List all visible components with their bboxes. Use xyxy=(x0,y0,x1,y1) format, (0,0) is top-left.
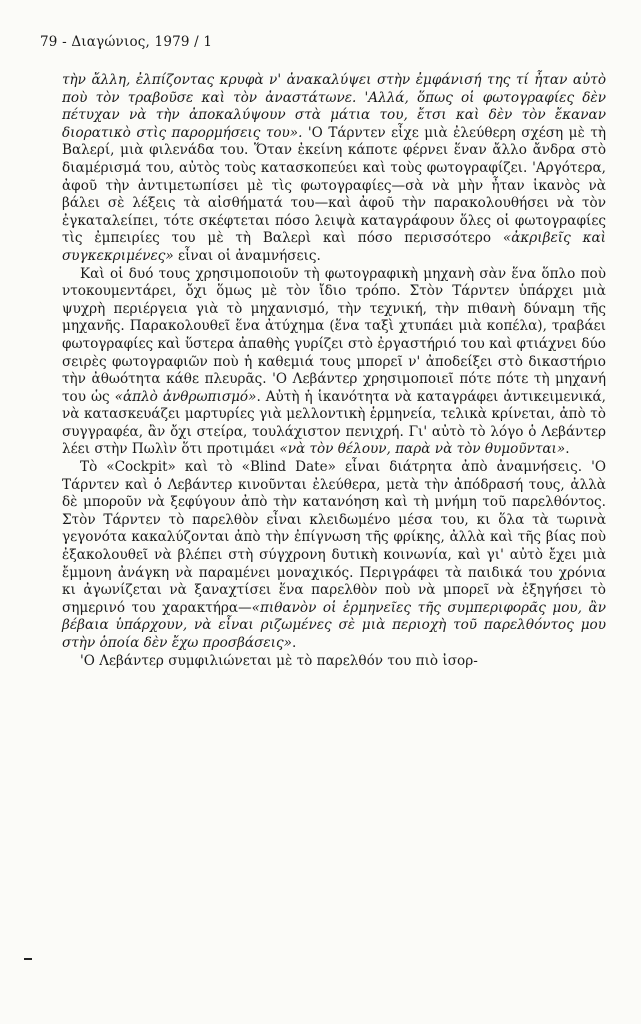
margin-mark xyxy=(24,958,32,960)
text-segment: 'Ο Λεβάντερ συμφιλιώνεται μὲ τὸ παρελθόν του πιὸ ἰσορ- xyxy=(80,652,478,669)
running-head: 79 - Διαγώνιος, 1979 / 1 xyxy=(40,34,213,50)
text-segment: . xyxy=(565,441,570,458)
paragraph xyxy=(62,266,606,460)
text-segment: Καὶ οἱ δυό τους χρησιμοποιοῦν τὴ φωτογραφικὴ μηχανὴ σὰν ἕνα ὅπλο ποὺ ντοκουμεντάρει, ὄχι ὅμως μὲ τὸν ἴδιο τρόπο. Στὸν Τάρντεν ὑπάρχει μιὰ ψυχρὴ περιέργεια γιὰ τὸ μηχανισμό, τὴν τεχνική, τὴν πιθανὴ δύναμη τῆς μηχανῆς. Παρακολουθεῖ ἕνα ἀτύχημα (ἕνα ταξὶ χτυπάει μιὰ κοπέλα), τραβάει φωτογραφίες καὶ ὕστερα ἀπαθὴς γυρίζει στὸ ἐργαστήριό του καὶ φτιάχνει δύο σειρὲς φωτογραφιῶν ποὺ ἡ καθεμιά τους μπορεῖ ν' ἀποδείξει στὸ δικαστήριο τὴν ἀθωότητα κάθε πλευρᾶς. 'Ο Λεβάντερ χρησιμοποιεῖ πότε πότε τὴ μηχανή του ὡς xyxy=(62,265,606,405)
text-body xyxy=(62,72,606,670)
text-segment: εἶναι οἱ ἀναμνήσεις. xyxy=(173,247,321,264)
text-segment: . xyxy=(291,635,297,651)
italic-segment: «ἀκριβεῖς καὶ συγκεκριμένες» xyxy=(62,230,607,264)
paragraph xyxy=(62,72,606,266)
italic-segment: «ἁπλὸ ἀνθρωπισμό» xyxy=(114,388,257,405)
italic-segment: «νὰ τὸν θέλουν, παρὰ νὰ τὸν θυμοῦνται» xyxy=(279,441,566,458)
text-segment: Τὸ «Cockpit» καὶ τὸ «Blind Date» εἶναι διάτρητα ἀπὸ ἀναμνήσεις. 'Ο Τάρντεν καὶ ὁ Λεβάντερ κινοῦνται ἐλεύθερα, μετὰ τὴν ἀπόδρασή τους, ἀλλὰ δὲ μποροῦν νὰ ξεφύγουν ἀπὸ τὴν κατανόηση καὶ τὴ μνήμη τοῦ παρελθόντος. Στὸν Τάρντεν τὸ παρελθὸν εἶναι κλειδωμένο μέσα του, κι ὅλα τὰ τωρινὰ γεγονότα κακαλύζονται ἀπὸ τὴν ἐπίγνωση τῆς φρίκης, ἀλλὰ καὶ τῆς βίας ποὺ ἐξακολουθεῖ νὰ βλέπει στὴ σύγχρονη δυτικὴ κοινωνία, καὶ γι' αὐτὸ ἔχει μιὰ ἔμμονη ἀνάγκη νὰ παραμένει μοναχικός. Περιγράφει τὰ παιδικά του χρόνια κι ἀγωνίζεται νὰ ξαναχτίσει ἕνα παρελθὸν ποὺ νὰ μπορεῖ νὰ ἐξηγήσει τὸ σημερινό του χαρακτήρα— xyxy=(62,459,606,616)
italic-segment: τὴν ἄλλη, ἐλπίζοντας κρυφὰ ν' ἀνακαλύψει στὴν ἐμφάνισή της τί ἦταν αὐτὸ ποὺ τὸν τραβοῦσε καὶ τὸν ἀναστάτωνε. 'Αλλά, ὅπως οἱ φωτογραφίες δὲν πέτυχαν νὰ τὴν ἀποκαλύψουν στὰ μάτια του, ἔτσι καὶ δὲν τὸν ἔκαναν διορατικὸ στὶς παρορμήσεις του». xyxy=(62,72,606,141)
text-segment: . Αὐτὴ ἡ ἱκανότητα νὰ καταγράφει ἀντικειμενικά, νὰ κατασκευάζει μαρτυρίες γιὰ μελλοντικὴ ἑρμηνεία, τελικὰ κρίνεται, ἀπὸ τὸ συγγραφέα, ἂν ὄχι στείρα, τουλάχιστον πενιχρή. Γι' αὐτὸ τὸ λόγο ὁ Λεβάντερ λέει στὴν Πωλὶν ὅτι προτιμάει xyxy=(62,388,606,458)
paragraph xyxy=(62,459,606,653)
paragraph xyxy=(62,653,606,671)
text-segment: 'Ο Τάρντεν εἶχε μιὰ ἐλεύθερη σχέση μὲ τὴ Βαλερί, μιὰ φιλενάδα του. Ὅταν ἐκείνη κάποτε φέρνει ἕναν ἄλλο ἄνδρα στὸ διαμέρισμά του, αὐτὸς τοὺς κατασκοπεύει καὶ τοὺς φωτογραφίζει. 'Αργότερα, ἀφοῦ τὴν ἀντιμετωπίσει μὲ τὶς φωτογραφίες—σὰ νὰ μὴν ἦταν ἱκανὸς νὰ βάλει σὲ λέξεις τὰ αἰσθήματά του—καὶ ἀφοῦ τὴν παρακολουθήσει νὰ τὸν ἐγκαταλείπει, τότε σκέφτεται πόσο λειψὰ καταγράφουν ὅλες οἱ φωτογραφίες τὶς ἐμπειρίες του μὲ τὴ Βαλερὶ καὶ πόσο περισσότερο xyxy=(62,124,606,247)
italic-segment: «πιθανὸν οἱ ἑρμηνεῖες τῆς συμπεριφορᾶς μου, ἂν βέβαια ὑπάρχουν, νὰ εἶναι ριζωμένες σὲ μιὰ περιοχὴ τοῦ παρελθόντος μου στὴν ὁποία δὲν ἔχω προσβάσεις» xyxy=(62,599,606,651)
